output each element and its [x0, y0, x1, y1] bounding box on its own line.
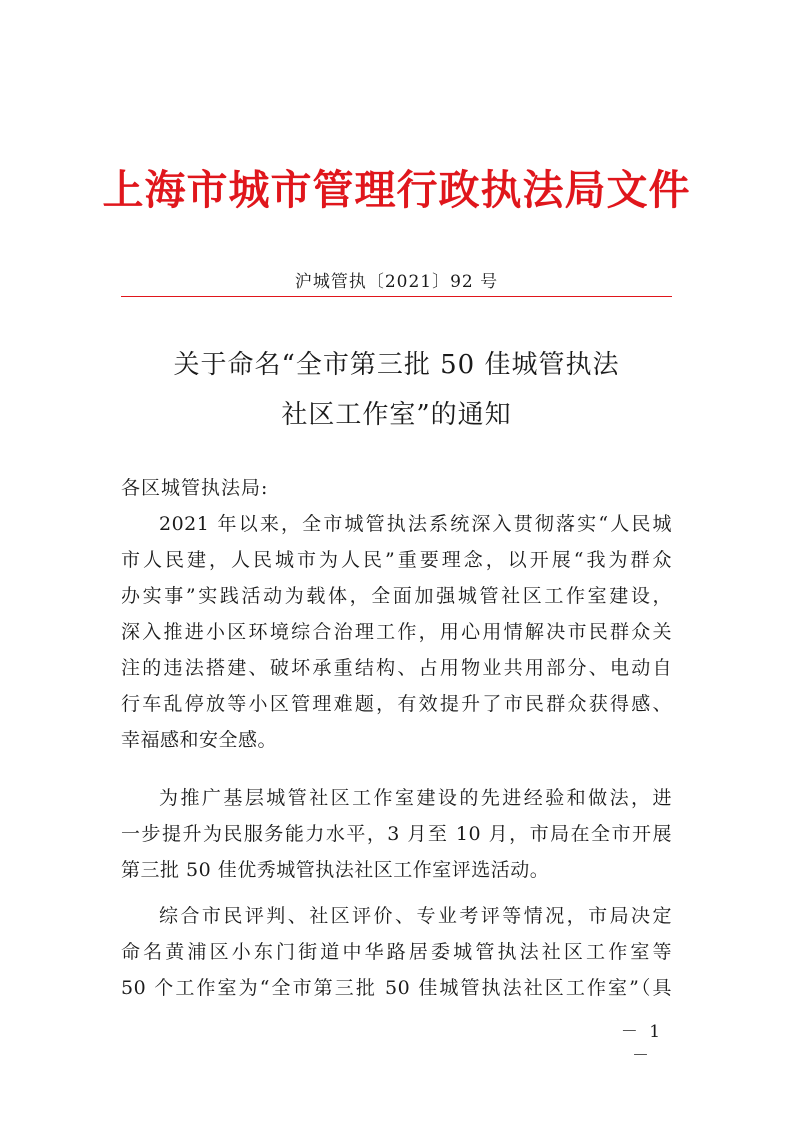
red-divider-line	[121, 296, 672, 297]
notice-title	[100, 340, 693, 440]
document-number: 沪城管执〔2021〕92 号	[294, 272, 499, 292]
paragraph-1-line: 办实事”实践活动为载体，全面加强城管社区工作室建设，	[121, 585, 672, 607]
paragraph-1-line: 注的违法搭建、破坏承重结构、占用物业共用部分、电动自	[121, 657, 672, 679]
paragraph-3-line: 50 个工作室为“全市第三批 50 佳城管执法社区工作室”（具	[121, 977, 672, 999]
notice-title-line-2: 社区工作室”的通知	[281, 400, 512, 430]
notice-title-line-1: 关于命名“全市第三批 50 佳城管执法	[173, 350, 620, 380]
paragraph-3-line: 综合市民评判、社区评价、专业考评等情况，市局决定	[159, 905, 672, 927]
paragraph-2-line: 一步提升为民服务能力水平，3 月至 10 月，市局在全市开展	[121, 823, 672, 845]
page-number: － 1 －	[620, 1022, 664, 1066]
paragraph-2-line: 为推广基层城管社区工作室建设的先进经验和做法，进	[159, 787, 672, 809]
paragraph-1-line: 2021 年以来，全市城管执法系统深入贯彻落实“人民城	[159, 513, 672, 535]
paragraph-2-line: 第三批 50 佳优秀城管执法社区工作室评选活动。	[121, 859, 550, 881]
paragraph-1-line: 行车乱停放等小区管理难题，有效提升了市民群众获得感、	[121, 693, 672, 715]
paragraph-1-line: 市人民建，人民城市为人民”重要理念，以开展“我为群众	[121, 549, 672, 571]
addressee-line: 各区城管执法局:	[121, 477, 269, 499]
paragraph-1-line: 深入推进小区环境综合治理工作，用心用情解决市民群众关	[121, 621, 672, 643]
document-header-title: 上海市城市管理行政执法局文件	[102, 166, 691, 214]
paragraph-3-line: 命名黄浦区小东门街道中华路居委城管执法社区工作室等	[121, 941, 672, 963]
paragraph-1-line: 幸福感和安全感。	[121, 729, 278, 751]
